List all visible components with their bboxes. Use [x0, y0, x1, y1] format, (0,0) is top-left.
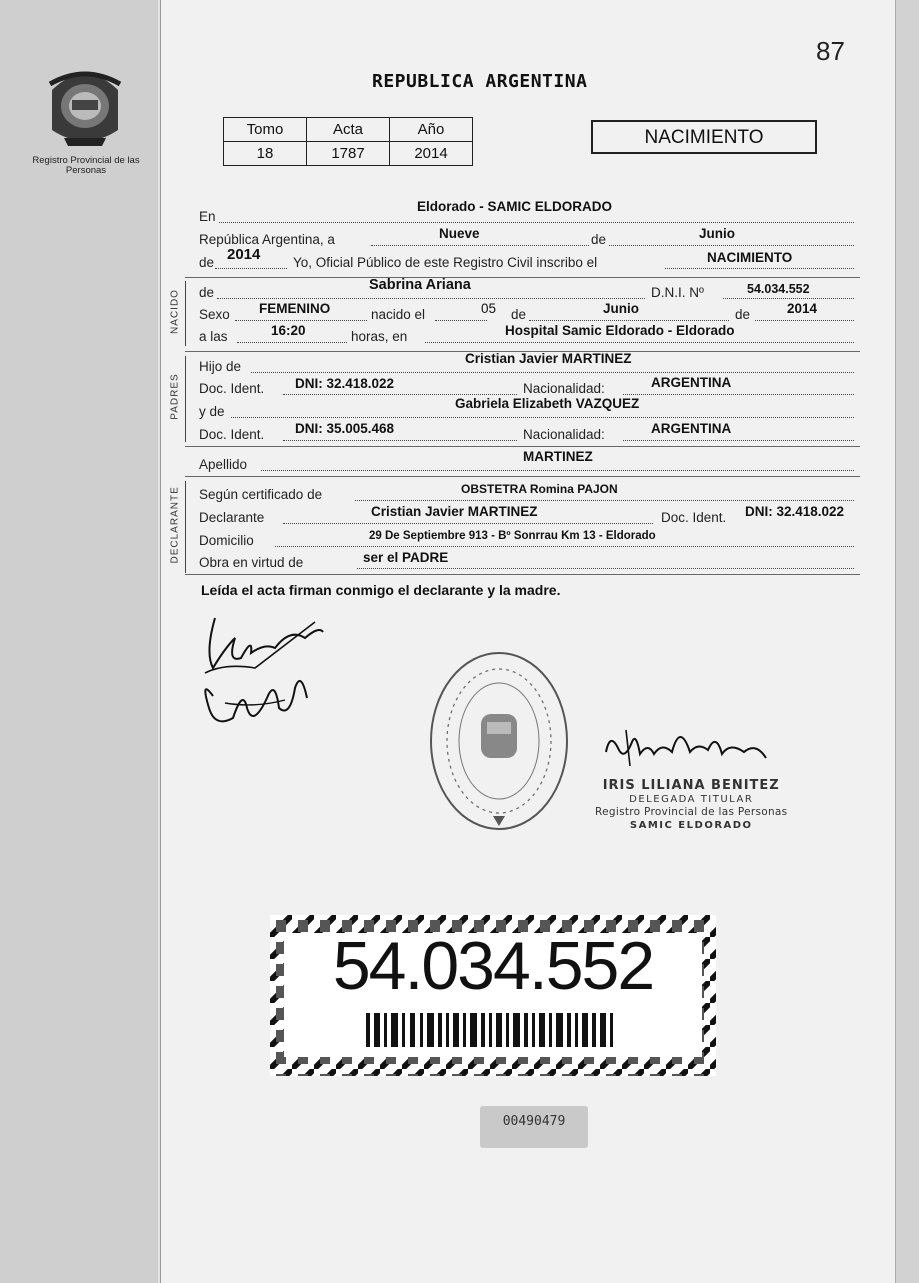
row-declarante: [199, 504, 845, 526]
row-apellido: [199, 449, 593, 473]
row-time-place: [199, 323, 735, 345]
doc-label: Doc. Ident.: [661, 510, 727, 525]
child-name-value: Sabrina Ariana: [369, 277, 471, 293]
cert-value: OBSTETRA Romina PAJON: [461, 482, 618, 496]
horas-label: horas, en: [351, 329, 408, 344]
dotted-line: [283, 440, 517, 441]
page-number: 87: [816, 36, 845, 66]
tomo-header: Tomo: [224, 118, 307, 142]
child-dni-value: 54.034.552: [747, 282, 810, 296]
dotted-line: [435, 320, 487, 321]
dotted-line: [609, 245, 854, 246]
dotted-line: [371, 245, 589, 246]
cert-label: Según certificado de: [199, 487, 323, 502]
father-nationality-value: ARGENTINA: [651, 375, 732, 390]
dotted-line: [355, 500, 854, 501]
row-en: [199, 199, 612, 225]
dni-label: D.N.I. Nº: [651, 285, 704, 300]
sexo-label: Sexo: [199, 307, 230, 322]
ano-header: Año: [390, 118, 473, 142]
dotted-line: [357, 568, 854, 569]
de-label: de: [199, 255, 215, 270]
dotted-line: [665, 268, 854, 269]
apellido-value: MARTINEZ: [523, 449, 593, 464]
mother-name-value: Gabriela Elizabeth VAZQUEZ: [455, 396, 640, 411]
nationality-label: Nacionalidad:: [523, 427, 605, 442]
dotted-line: [251, 372, 854, 373]
birth-place-value: Hospital Samic Eldorado - Eldorado: [505, 323, 735, 338]
dotted-line: [237, 342, 347, 343]
de-label: de: [199, 285, 215, 300]
right-margin-strip: [895, 0, 919, 1283]
barcode-bars: [366, 1013, 613, 1047]
dotted-line: [235, 320, 367, 321]
dotted-line: [283, 523, 653, 524]
barcode-number: 54.034.552: [332, 928, 654, 1004]
registry-seal-logo: [44, 60, 126, 150]
dotted-line: [425, 342, 854, 343]
section-separator: [185, 446, 860, 447]
delegate-block: [595, 778, 787, 832]
de-label: de: [591, 232, 607, 247]
father-doc-value: DNI: 32.418.022: [295, 376, 395, 391]
declarante-doc-value: DNI: 32.418.022: [745, 504, 845, 519]
section-separator: [185, 476, 860, 477]
dotted-line: [275, 546, 854, 547]
delegate-office: Registro Provincial de las Personas: [595, 806, 788, 818]
signatures-left: [195, 608, 330, 743]
dotted-line: [261, 470, 854, 471]
closing-statement: Leída el acta firman conmigo el declarante y la madre.: [201, 582, 561, 598]
delegate-signature: [596, 712, 776, 778]
address-value: 29 De Septiembre 913 - Bº Sonrrau Km 13 - Eldorado: [369, 530, 656, 542]
row-mother: [199, 396, 640, 420]
de-label: de: [735, 307, 751, 322]
left-margin-strip: [0, 0, 158, 1283]
de-label: de: [511, 307, 527, 322]
serial-number: 00490479: [480, 1106, 588, 1148]
yde-label: y de: [199, 404, 225, 419]
day-words-value: Nueve: [439, 226, 480, 241]
dotted-line: [529, 320, 729, 321]
declarante-section-label: DECLARANTE: [169, 486, 181, 564]
official-stamp: [427, 648, 572, 834]
birth-day-value: 05: [481, 301, 497, 316]
delegate-name: IRIS LILIANA BENITEZ: [602, 778, 780, 793]
republic-label: República Argentina, a: [199, 232, 335, 247]
ano-value: 2014: [390, 142, 473, 166]
row-republic: [199, 226, 735, 248]
dni-barcode-label: [270, 915, 716, 1076]
official-text: Yo, Oficial Público de este Registro Civil inscribo el: [293, 255, 598, 270]
padres-section-label: PADRES: [169, 373, 181, 420]
acta-header: Acta: [307, 118, 390, 142]
dotted-line: [231, 417, 854, 418]
birth-year-value: 2014: [787, 301, 818, 316]
doc-label: Doc. Ident.: [199, 381, 265, 396]
nacido-label: nacido el: [371, 307, 426, 322]
declarante-name-value: Cristian Javier MARTINEZ: [371, 504, 538, 519]
apellido-label: Apellido: [199, 457, 248, 472]
nationality-label: Nacionalidad:: [523, 381, 605, 396]
document-type-box: NACIMIENTO: [591, 120, 817, 154]
section-bar: [185, 356, 186, 442]
section-bar: [185, 281, 186, 346]
row-nacido-name: [199, 277, 810, 301]
mother-nationality-value: ARGENTINA: [651, 421, 732, 436]
nacido-section-label: NACIDO: [169, 289, 181, 334]
dotted-line: [723, 298, 854, 299]
act-value: NACIMIENTO: [707, 250, 793, 265]
dotted-line: [755, 320, 854, 321]
month-value: Junio: [699, 226, 735, 241]
registry-table: [223, 117, 473, 166]
year-value: 2014: [227, 246, 261, 263]
dotted-line: [623, 440, 854, 441]
alas-label: a las: [199, 329, 228, 344]
hijo-label: Hijo de: [199, 359, 242, 374]
dotted-line: [215, 268, 287, 269]
row-obra: [199, 550, 449, 571]
sexo-value: FEMENINO: [259, 301, 331, 316]
father-name-value: Cristian Javier MARTINEZ: [465, 351, 632, 366]
acta-value: 1787: [307, 142, 390, 166]
dotted-line: [623, 394, 854, 395]
birth-month-value: Junio: [603, 301, 639, 316]
row-domicilio: [199, 530, 656, 549]
row-father-doc: [199, 375, 732, 397]
dotted-line: [219, 222, 854, 223]
row-sexo: [199, 301, 818, 323]
obra-label: Obra en virtud de: [199, 555, 304, 570]
row-father: [199, 351, 632, 375]
dotted-line: [283, 394, 517, 395]
obra-value: ser el PADRE: [363, 550, 449, 565]
delegate-role: DELEGADA TITULAR: [629, 794, 754, 805]
place-value: Eldorado - SAMIC ELDORADO: [417, 199, 612, 214]
birth-time-value: 16:20: [271, 323, 306, 338]
section-separator: [185, 574, 860, 575]
row-certificate: [199, 482, 618, 503]
tomo-value: 18: [224, 142, 307, 166]
domicilio-label: Domicilio: [199, 533, 254, 548]
en-label: En: [199, 209, 216, 224]
row-year: [199, 246, 793, 271]
delegate-branch: SAMIC ELDORADO: [629, 820, 753, 831]
row-mother-doc: [199, 421, 732, 443]
declarante-label: Declarante: [199, 510, 265, 525]
doc-label: Doc. Ident.: [199, 427, 265, 442]
logo-caption: Registro Provincial de las Personas: [32, 155, 140, 176]
section-separator: [185, 277, 860, 278]
section-bar: [185, 481, 186, 573]
mother-doc-value: DNI: 35.005.468: [295, 421, 395, 436]
page-title: REPUBLICA ARGENTINA: [372, 71, 588, 92]
dotted-line: [217, 298, 645, 299]
